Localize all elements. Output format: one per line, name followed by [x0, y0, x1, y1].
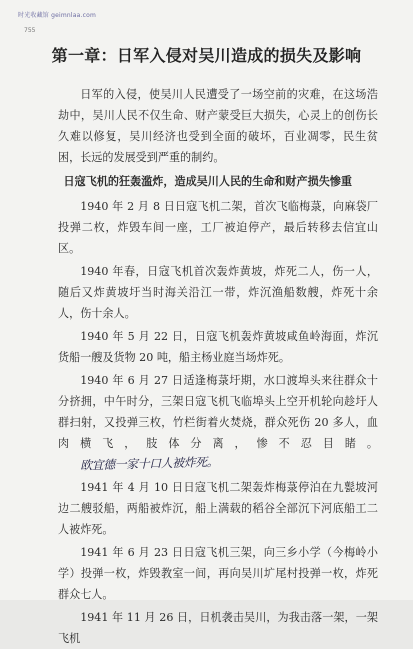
- paragraph: 日军的入侵，使吴川人民遭受了一场空前的灾难，在这场浩劫中，吴川人民不仅生命、财产蒙受巨大损失，心灵上的创伤长久难以修复，吴川经济也受到全面的破坏，百业凋零，民生贫困，长远的发展受到严重的制约。: [58, 88, 378, 164]
- paragraph: [58, 370, 378, 475]
- paragraph: 1941 年 6 月 23 日日寇飞机三架，向三乡小学（今梅岭小学）投弹一枚，炸毁教室一间，再向吴川圹尾村投弹一枚，炸死群众七人。: [58, 546, 378, 601]
- paragraph-text: 1940 年 6 月 27 日适逢梅菉圩期，水口渡埠头来往群众十分挤拥，中午时分，三架日寇飞机飞临埠头上空开机轮向趁圩人群扫射，又投弹三枚，竹栏街着火焚烧，群众死伤 20 多人，血肉横飞，肢体分离，惨不忍目睹。: [58, 374, 378, 450]
- handwritten-annotation: 欧宜德一家十口人被炸死。: [80, 454, 219, 473]
- watermark-stamp: 时光收藏馆 geimnlaa.com: [18, 12, 97, 19]
- paragraph: 1941 年 4 月 10 日日寇飞机二架轰炸梅菉停泊在九甏坡河边二艘驳船，两船被炸沉，船上满载的稻谷全部沉下河底船工二人被炸死。: [58, 481, 378, 536]
- page-number: 755: [24, 27, 36, 34]
- paragraph: 1940 年春，日寇飞机首次轰炸黄坡，炸死二人，伤一人，随后又炸黄坡圩当时海关沿江一带，炸沉渔船数艘，炸死十余人，伤十余人。: [58, 265, 378, 320]
- section-heading: 日寇飞机的狂轰滥炸，造成吴川人民的生命和财产损失惨重: [63, 175, 352, 188]
- paragraph: 1940 年 2 月 8 日日寇飞机二架，首次飞临梅菉，向麻袋厂投弹二枚，炸毁车间一座，工厂被迫停产，最后转移去信宜山区。: [58, 200, 378, 255]
- chapter-title: 第一章：日军入侵对吴川造成的损失及影响: [51, 46, 362, 65]
- document-body: [58, 84, 378, 649]
- paragraph: 1940 年 5 月 22 日，日寇飞机轰炸黄坡咸鱼岭海面，炸沉货船一艘及货物 20 吨，船主杨业庭当场炸死。: [58, 330, 378, 364]
- paragraph: 1941 年 11 月 26 日，日机袭击吴川，为我击落一架，一架飞机: [58, 611, 378, 645]
